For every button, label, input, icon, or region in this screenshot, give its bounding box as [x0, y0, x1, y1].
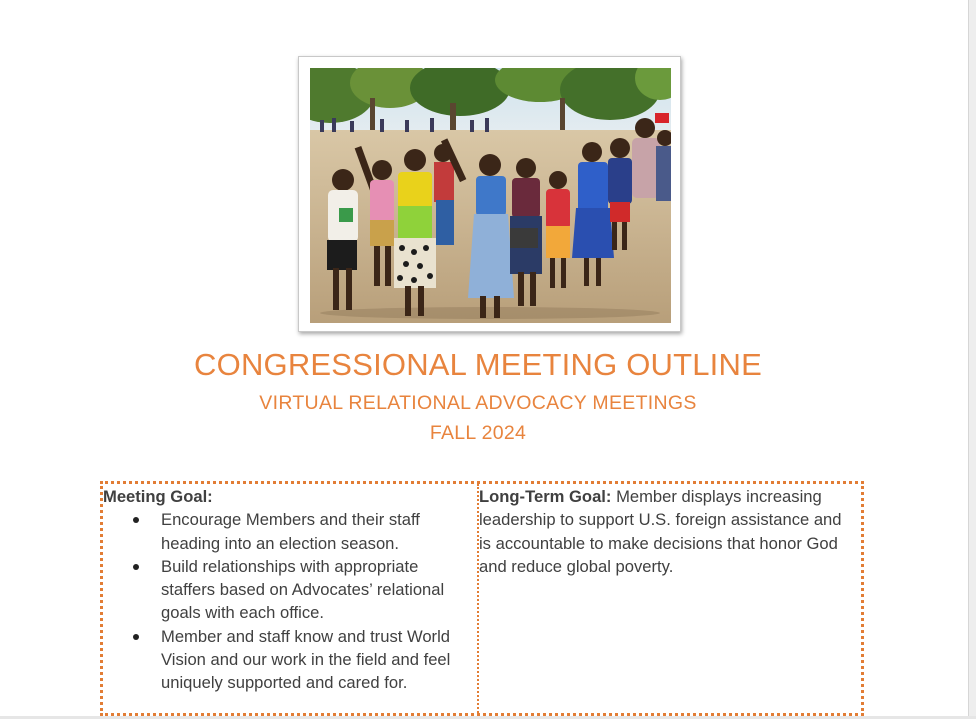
- bullet-icon: [133, 564, 139, 570]
- meeting-goal-label: Meeting Goal:: [103, 487, 213, 506]
- goals-table: [100, 481, 864, 716]
- meeting-goal-list: [103, 508, 477, 694]
- list-item-text: Member and staff know and trust World Vision and our work in the field and feel uniquely supported and cared for.: [161, 626, 451, 693]
- photo-frame: [298, 56, 681, 332]
- list-item: [103, 625, 477, 695]
- document-season: FALL 2024: [429, 422, 527, 444]
- long-term-goal-text: Member displays increasing leadership to support U.S. foreign assistance and is accountable to make decisions that honor God and reduce global poverty.: [479, 487, 842, 576]
- list-item: [103, 508, 477, 555]
- meeting-goal-cell: [103, 484, 479, 713]
- document-subtitle: VIRTUAL RELATIONAL ADVOCACY MEETINGS: [259, 392, 697, 414]
- long-term-goal-label: Long-Term Goal:: [479, 487, 612, 506]
- bullet-icon: [133, 634, 139, 640]
- list-item-text: Build relationships with appropriate staffers based on Advocates’ relational goals with each office.: [161, 556, 445, 623]
- bullet-icon: [133, 517, 139, 523]
- children-waving-photo: [310, 68, 671, 323]
- long-term-goal-cell: [479, 484, 861, 713]
- document-title: CONGRESSIONAL MEETING OUTLINE: [194, 347, 762, 382]
- list-item-text: Encourage Members and their staff heading into an election season.: [161, 510, 420, 553]
- scrollbar-edge: [968, 0, 976, 719]
- list-item: [103, 555, 477, 625]
